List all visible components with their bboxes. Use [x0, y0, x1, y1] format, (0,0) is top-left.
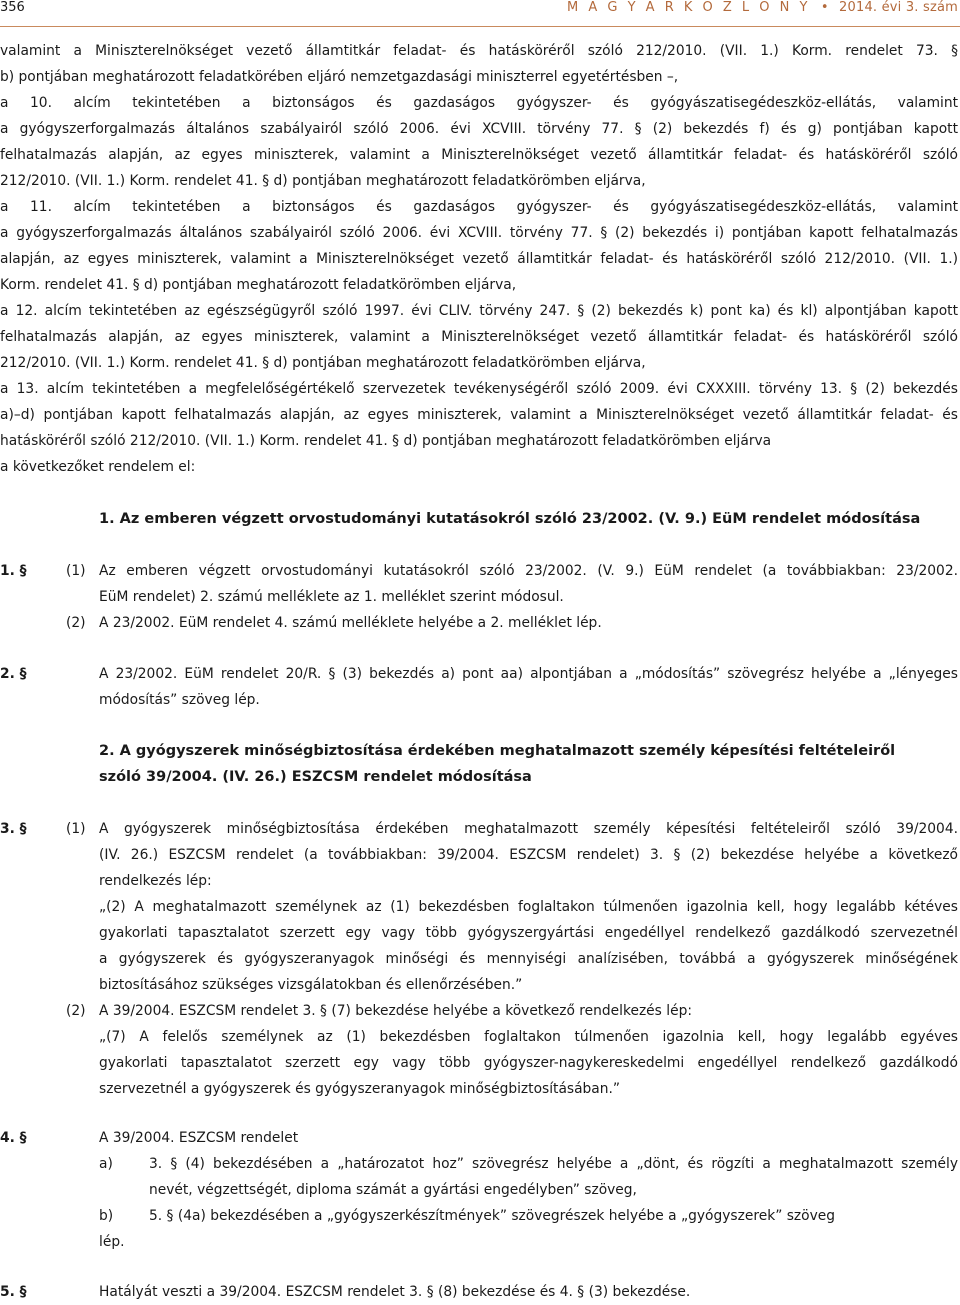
page-number: 356 [0, 0, 25, 15]
intro-line: 212/2010. (VII. 1.) Korm. rendelet 41. § d) pontjában meghatározott feladatkörömben eljárva, [0, 355, 646, 371]
journal-title: M A G Y A R K Ö Z L Ö N Y [567, 0, 811, 15]
text-line: rendelkezés lép: [99, 873, 212, 889]
heading-line: szóló 39/2004. (IV. 26.) ESZCSM rendelet módosítása [99, 769, 532, 785]
intro-paragraph [0, 38, 958, 480]
paragraph-text [99, 558, 958, 610]
text-line: gyakorlati tapasztalatot szerzett egy vagy több gyógyszergyártási engedéllyel rendelkező gazdálkodó szervezetnél [99, 925, 958, 941]
intro-line: a következőket rendelem el: [0, 459, 196, 475]
paragraph-number: (2) [66, 1003, 86, 1019]
text-line: lép. [99, 1234, 125, 1250]
header-rule [0, 26, 960, 27]
text-line: nevét, végzettségét, diploma számát a gyártási engedélyben” szöveg, [149, 1182, 637, 1198]
running-head [567, 0, 958, 15]
paragraph-text [99, 816, 958, 998]
text-line: A gyógyszerek minőségbiztosítása érdekében meghatalmazott személy képesítési feltételeiről szóló 39/2004. [99, 821, 958, 837]
paragraph-text [99, 998, 958, 1102]
intro-line: hatásköréről szóló 212/2010. (VII. 1.) Korm. rendelet 41. § d) pontjában meghatározott feladatkörömben eljárva [0, 433, 772, 449]
intro-line: Korm. rendelet 41. § d) pontjában meghatározott feladatkörömben eljárva, [0, 277, 517, 293]
paragraph-number: (1) [66, 563, 86, 579]
intro-line: felhatalmazás alapján, az egyes miniszterek, valamint a Miniszterelnökséget vezető államtitkár feladat- és hatásköréről szóló [0, 329, 958, 345]
bullet: • [820, 0, 829, 15]
heading-line: 2. A gyógyszerek minőségbiztosítása érdekében meghatalmazott személy képesítési feltételeiről [99, 743, 896, 759]
paragraph-text [99, 610, 958, 636]
item-text [149, 1203, 958, 1229]
item-text [149, 1151, 958, 1203]
intro-line: a gyógyszerforgalmazás általános szabályairól szóló 2006. évi XCVIII. törvény 77. § (2) bekezdés f) és g) pontjában kapott [0, 121, 958, 137]
intro-line: 212/2010. (VII. 1.) Korm. rendelet 41. § d) pontjában meghatározott feladatkörömben eljárva, [0, 173, 646, 189]
section-heading-2 [99, 738, 958, 790]
text-line: „(2) A meghatalmazott személynek az (1) bekezdésben foglaltakon túlmenően igazolnia kell, hogy legalább kétéves [99, 899, 958, 915]
item-marker: b) [99, 1208, 114, 1224]
issue-label: 2014. évi 3. szám [839, 0, 958, 15]
intro-line: a 10. alcím tekintetében a biztonságos és gazdaságos gyógyszer- és gyógyászatisegédeszköz-ellátás, valamint [0, 95, 958, 111]
text-line: biztosításához szükséges vizsgálatokban és ellenőrzésében.” [99, 977, 523, 993]
text-line: a gyógyszerek és gyógyszeranyagok minőségi és mennyiségi analízisében, továbbá a gyógyszerek minőségének [99, 951, 958, 967]
paragraph-text [99, 661, 958, 713]
text-line: Az emberen végzett orvostudományi kutatásokról szóló 23/2002. (V. 9.) EüM rendelet (a továbbiakban: 23/2002. [99, 563, 958, 579]
intro-line: b) pontjában meghatározott feladatkörében eljáró nemzetgazdasági miniszterrel egyetértésben –, [0, 69, 679, 85]
section-number: 5. § [0, 1284, 27, 1300]
item-marker: a) [99, 1156, 113, 1172]
section-number: 2. § [0, 666, 27, 682]
text-line: 5. § (4a) bekezdésében a „gyógyszerkészítmények” szövegrészek helyébe a „gyógyszerek” szöveg [149, 1208, 836, 1224]
paragraph-number: (2) [66, 615, 86, 631]
text-line: „(7) A felelős személynek az (1) bekezdésben foglaltakon túlmenően igazolnia kell, hogy legalább egyéves [99, 1029, 958, 1045]
paragraph-text [99, 1279, 958, 1305]
section-heading-1: 1. Az emberen végzett orvostudományi kutatásokról szóló 23/2002. (V. 9.) EüM rendelet módosítása [99, 511, 921, 527]
text-line: 3. § (4) bekezdésében a „határozatot hoz” szövegrész helyébe a „dönt, és rögzíti a meghatalmazott személy [149, 1156, 958, 1172]
section-number: 4. § [0, 1130, 27, 1146]
text-line: módosítás” szöveg lép. [99, 692, 260, 708]
intro-line: a 13. alcím tekintetében a megfelelőségértékelő szervezetek tevékenységéről szóló 2009. évi CXXXIII. törvény 13. § (2) bekezdés [0, 381, 958, 397]
intro-line: a gyógyszerforgalmazás általános szabályairól szóló 2006. évi XCVIII. törvény 77. § (2) bekezdés i) pontjában kapott felhatalmazás [0, 225, 958, 241]
intro-line: felhatalmazás alapján, az egyes miniszterek, valamint a Miniszterelnökséget vezető államtitkár feladat- és hatásköréről szóló [0, 147, 958, 163]
text-line: Hatályát veszti a 39/2004. ESZCSM rendelet 3. § (8) bekezdése és 4. § (3) bekezdése. [99, 1284, 691, 1300]
section-number: 1. § [0, 563, 27, 579]
intro-line: a 12. alcím tekintetében az egészségügyről szóló 1997. évi CLIV. törvény 247. § (2) bekezdés k) pont ka) és kl) alpontjában kapott [0, 303, 958, 319]
text-line: gyakorlati tapasztalatot szerzett egy vagy több gyógyszer-nagykereskedelmi engedéllyel rendelkező gazdálkodó [99, 1055, 958, 1071]
intro-line: alapján, az egyes miniszterek, valamint a Miniszterelnökséget vezető államtitkár feladat- és hatásköréről szóló 212/2010. (VII. 1.) [0, 251, 958, 267]
intro-line: valamint a Miniszterelnökséget vezető államtitkár feladat- és hatásköréről szóló 212/2010. (VII. 1.) Korm. rendelet 73. § [0, 43, 958, 59]
text-line: szervezetnél a gyógyszerek és gyógyszeranyagok minőségbiztosításában.” [99, 1081, 621, 1097]
text-line: (IV. 26.) ESZCSM rendelet (a továbbiakban: 39/2004. ESZCSM rendelet) 3. § (2) bekezdése helyébe a következő [99, 847, 958, 863]
text-line: EüM rendelet) 2. számú melléklete az 1. melléklet szerint módosul. [99, 589, 564, 605]
text-line: A 39/2004. ESZCSM rendelet 3. § (7) bekezdése helyébe a következő rendelkezés lép: [99, 1003, 692, 1019]
paragraph-number: (1) [66, 821, 86, 837]
text-line: A 39/2004. ESZCSM rendelet [99, 1130, 299, 1146]
section-number: 3. § [0, 821, 27, 837]
paragraph-text [99, 1229, 958, 1255]
intro-line: a)–d) pontjában kapott felhatalmazás alapján, az egyes miniszterek, valamint a Miniszterelnökséget vezető államtitkár feladat- és [0, 407, 958, 423]
text-line: A 23/2002. EüM rendelet 20/R. § (3) bekezdés a) pont aa) alpontjában a „módosítás” szövegrész helyébe a „lényeges [99, 666, 958, 682]
intro-line: a 11. alcím tekintetében a biztonságos és gazdaságos gyógyszer- és gyógyászatisegédeszköz-ellátás, valamint [0, 199, 958, 215]
text-line: A 23/2002. EüM rendelet 4. számú melléklete helyébe a 2. melléklet lép. [99, 615, 602, 631]
paragraph-text [99, 1125, 958, 1151]
